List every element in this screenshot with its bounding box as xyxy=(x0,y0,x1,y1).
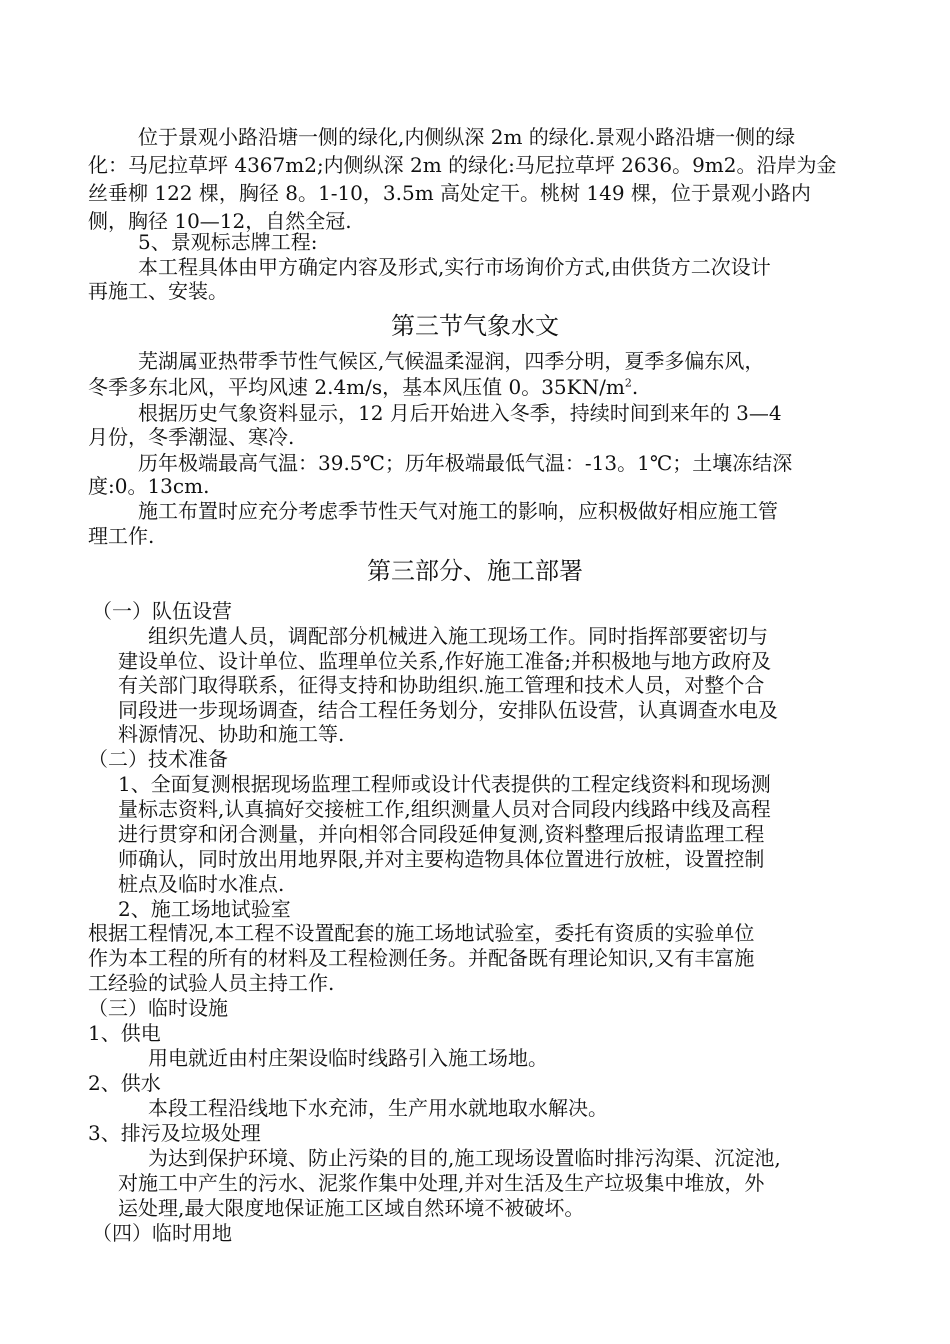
body-text-line: 为达到保护环境、防止污染的目的,施工现场设置临时排污沟渠、沉淀池, xyxy=(148,1146,781,1170)
body-text-line: 用电就近由村庄架设临时线路引入施工场地。 xyxy=(148,1046,548,1070)
subsection-heading: （四）临时用地 xyxy=(92,1221,232,1245)
body-text-line: 理工作. xyxy=(88,524,155,548)
item-heading: 3、排污及垃圾处理 xyxy=(88,1121,261,1145)
body-text-line: 丝垂柳 122 棵，胸径 8。1-10，3.5m 高处定干。桃树 149 棵，位于景观小路内 xyxy=(88,181,811,205)
body-text-line: 本段工程沿线地下水充沛，生产用水就地取水解决。 xyxy=(148,1096,608,1120)
item-heading: 1、供电 xyxy=(88,1021,161,1045)
body-text-line: 有关部门取得联系，征得支持和协助组织.施工管理和技术人员，对整个合 xyxy=(118,673,765,697)
item-heading: 5、景观标志牌工程: xyxy=(138,230,318,254)
part-heading: 第三部分、施工部署 xyxy=(367,557,583,585)
body-text-line: 再施工、安装。 xyxy=(88,279,228,303)
item-heading: 2、供水 xyxy=(88,1071,161,1095)
body-text-line: 同段进一步现场调查，结合工程任务划分，安排队伍设营，认真调查水电及 xyxy=(118,698,778,722)
superscript-unit: 2 xyxy=(624,376,632,390)
sentence-end: . xyxy=(631,375,639,399)
body-text-line: 位于景观小路沿塘一侧的绿化,内侧纵深 2m 的绿化.景观小路沿塘一侧的绿 xyxy=(138,125,796,149)
body-text-line: 组织先遣人员，调配部分机械进入施工现场工作。同时指挥部要密切与 xyxy=(148,624,768,648)
body-text-line: 度:0。13cm. xyxy=(88,474,210,498)
body-text-line: 侧，胸径 10—12，自然全冠. xyxy=(88,209,352,233)
subsection-heading: （一）队伍设营 xyxy=(92,599,232,623)
body-text-line: 师确认，同时放出用地界限,并对主要构造物具体位置进行放桩，设置控制 xyxy=(118,847,765,871)
body-text-line: 建设单位、设计单位、监理单位关系,作好施工准备;并积极地与地方政府及 xyxy=(118,649,772,673)
body-text-line: 工经验的试验人员主持工作. xyxy=(88,971,335,995)
body-text-line: 量标志资料,认真搞好交接桩工作,组织测量人员对合同段内线路中线及高程 xyxy=(118,797,771,821)
body-text-line: 本工程具体由甲方确定内容及形式,实行市场询价方式,由供货方二次设计 xyxy=(138,255,771,279)
body-text-line: 历年极端最高气温：39.5℃；历年极端最低气温：-13。1℃；土壤冻结深 xyxy=(138,451,793,475)
subsection-heading: （三）临时设施 xyxy=(88,996,228,1020)
section-heading: 第三节气象水文 xyxy=(391,312,559,340)
body-text-line: 施工布置时应充分考虑季节性天气对施工的影响，应积极做好相应施工管 xyxy=(138,499,778,523)
body-text-line: 化：马尼拉草坪 4367m2;内侧纵深 2m 的绿化:马尼拉草坪 2636。9m2。沿岸为金 xyxy=(88,153,837,177)
body-text-line: 根据工程情况,本工程不设置配套的施工场地试验室，委托有资质的实验单位 xyxy=(88,921,755,945)
body-text-line: 料源情况、协助和施工等. xyxy=(118,722,345,746)
body-text-line xyxy=(88,374,638,400)
body-text-line: 根据历史气象资料显示，12 月后开始进入冬季，持续时间到来年的 3—4 xyxy=(138,401,782,425)
body-text-line: 作为本工程的所有的材料及工程检测任务。并配备既有理论知识,又有丰富施 xyxy=(88,946,755,970)
item-heading: 2、施工场地试验室 xyxy=(118,897,291,921)
body-text-line: 对施工中产生的污水、泥浆作集中处理,并对生活及生产垃圾集中堆放，外 xyxy=(118,1171,765,1195)
subsection-heading: （二）技术准备 xyxy=(88,747,228,771)
body-text-line: 芜湖属亚热带季节性气候区,气候温柔湿润，四季分明，夏季多偏东风， xyxy=(138,349,765,373)
body-text-line: 运处理,最大限度地保证施工区域自然环境不被破坏。 xyxy=(118,1196,585,1220)
body-text-line: 进行贯穿和闭合测量，并向相邻合同段延伸复测,资料整理后报请监理工程 xyxy=(118,822,765,846)
wind-pressure-text: 冬季多东北风，平均风速 2.4m/s，基本风压值 0。35KN/m xyxy=(88,375,625,399)
body-text-line: 1、全面复测根据现场监理工程师或设计代表提供的工程定线资料和现场测 xyxy=(118,772,771,796)
body-text-line: 月份，冬季潮湿、寒冷. xyxy=(88,425,295,449)
body-text-line: 桩点及临时水准点. xyxy=(118,872,285,896)
